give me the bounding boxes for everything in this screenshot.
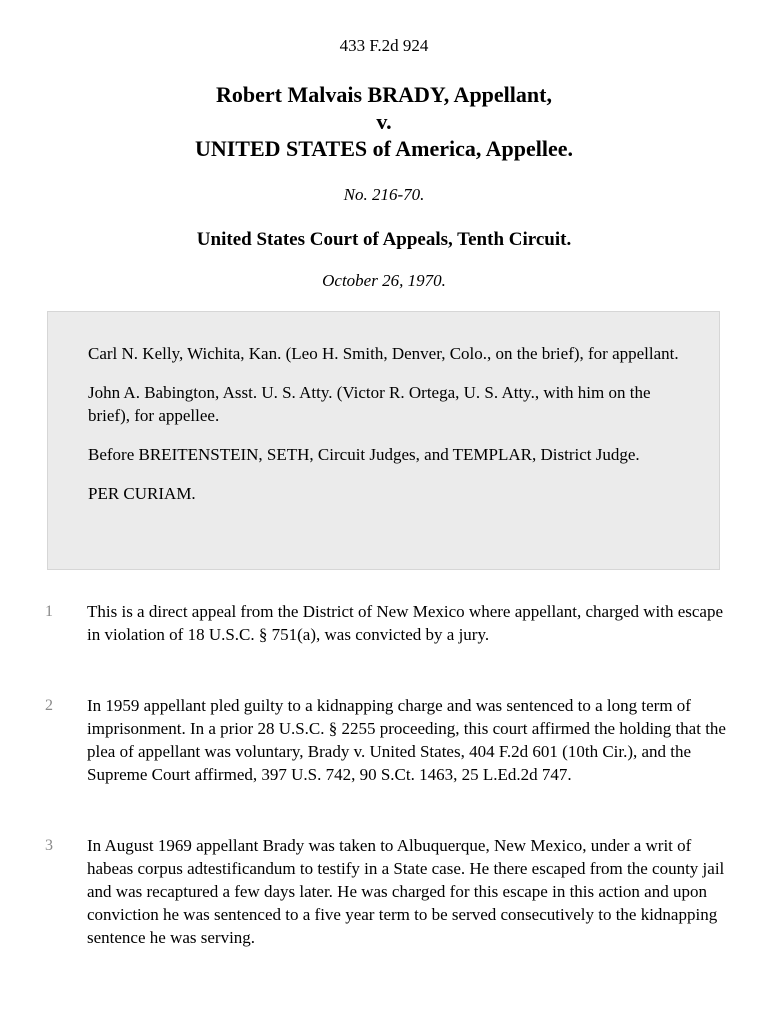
docket-number: No. 216-70. [343,185,425,204]
paragraph-text: In 1959 appellant pled guilty to a kidnapping charge and was sentenced to a long term of imprisonment. In a prior 28 U.S.C. § 2255 proceeding, this court affirmed the holding that the plea of appellant was voluntary, Brady v. United States, 404 F.2d 601 (10th Cir.), and the Supreme Court affirmed, 397 U.S. 742, 90 S.Ct. 1463, 25 L.Ed.2d 747. [87,696,726,784]
counsel-panel [47,311,720,570]
appellee-counsel: John A. Babington, Asst. U. S. Atty. (Victor R. Ortega, U. S. Atty., with him on the brief), for appellee. [88,383,651,425]
case-caption [0,81,768,162]
appellee-name: UNITED STATES of America, Appellee. [194,136,574,161]
paragraph-text: This is a direct appeal from the District of New Mexico where appellant, charged with escape in violation of 18 U.S.C. § 751(a), was convicted by a jury. [87,602,724,644]
paragraph-text: In August 1969 appellant Brady was taken to Albuquerque, New Mexico, under a writ of habeas corpus adtestificandum to testify in a State case. He there escaped from the county jail and was recaptured a few days later. He was charged for this escape in this action and upon conviction he was sentenced to a five year term to be served consecutively to the kidnapping sentence he was serving. [87,836,725,947]
appellant-counsel: Carl N. Kelly, Wichita, Kan. (Leo H. Smith, Denver, Colo., on the brief), for appellant. [88,344,679,363]
versus-label: v. [376,109,392,134]
court-name: United States Court of Appeals, Tenth Circuit. [196,229,572,250]
per-curiam-label: PER CURIAM. [88,484,196,503]
paragraph-number: 3 [45,837,53,854]
appellant-name: Robert Malvais BRADY, Appellant, [216,82,552,107]
decision-date: October 26, 1970. [322,271,446,290]
judges-panel: Before BREITENSTEIN, SETH, Circuit Judges, and TEMPLAR, District Judge. [88,445,640,464]
paragraph-number: 1 [45,603,53,620]
paragraph-number: 2 [45,697,53,714]
case-citation: 433 F.2d 924 [339,36,429,55]
